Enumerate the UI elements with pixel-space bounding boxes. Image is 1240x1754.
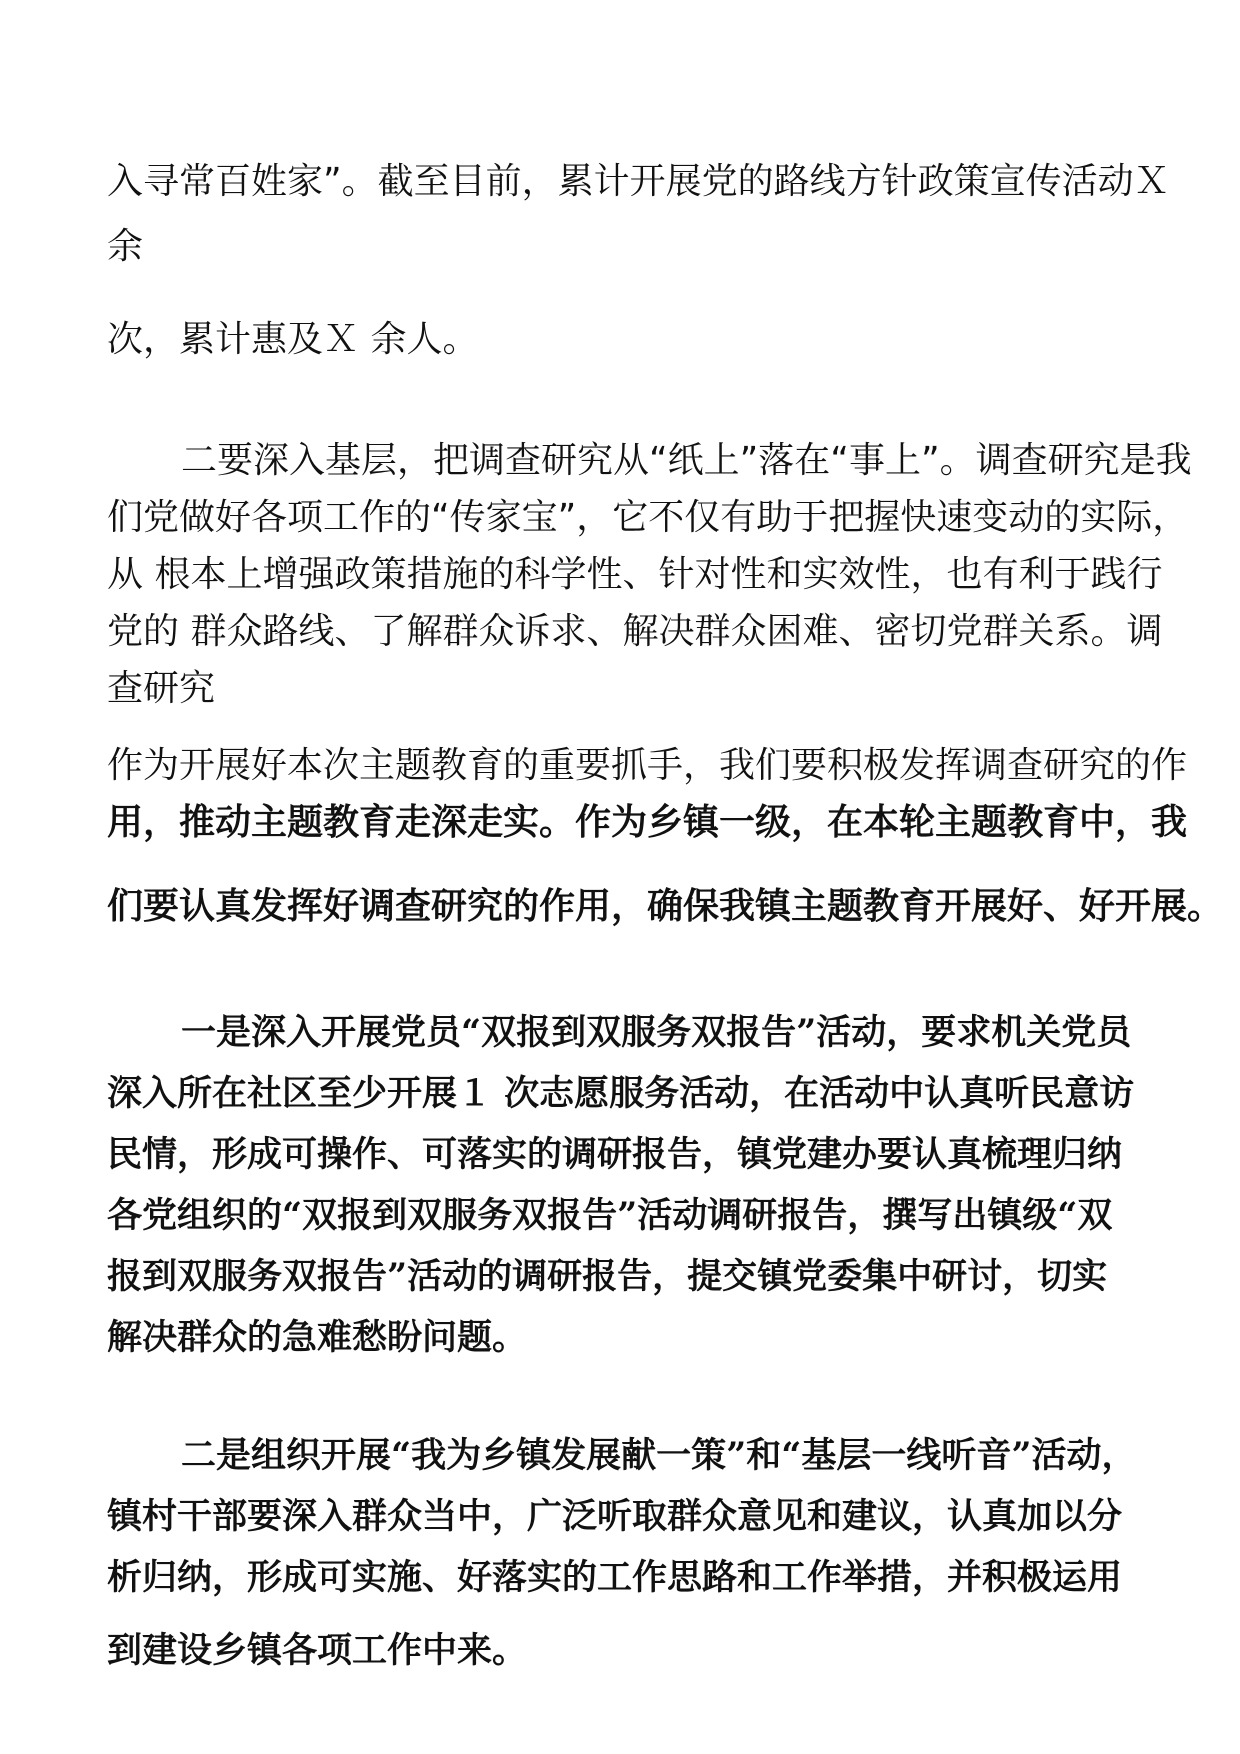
paragraph-line: 作为开展好本次主题教育的重要抓手，我们要积极发挥调查研究的作 [107, 745, 1188, 786]
paragraph-line: 报到双服务双报告”活动的调研报告，提交镇党委集中研讨，切实 [107, 1256, 1108, 1297]
paragraph-line: 次，累计惠及Ｘ 余人。 [107, 319, 479, 360]
paragraph-line: 析归纳，形成可实施、好落实的工作思路和工作举措，并积极运用 [107, 1557, 1123, 1598]
paragraph-line: 们要认真发挥好调查研究的作用，确保我镇主题教育开展好、好开展。 [107, 886, 1224, 927]
paragraph-line: 一是深入开展党员“双报到双服务双报告”活动，要求机关党员 [181, 1012, 1132, 1053]
paragraph-line: 用，推动主题教育走深走实。作为乡镇一级，在本轮主题教育中，我 [107, 802, 1188, 843]
paragraph-line: 民情，形成可操作、可落实的调研报告，镇党建办要认真梳理归纳 [107, 1134, 1123, 1175]
paragraph-line: 镇村干部要深入群众当中，广泛听取群众意见和建议，认真加以分 [107, 1496, 1123, 1537]
paragraph-line: 二是组织开展“我为乡镇发展献一策”和“基层一线听音”活动， [181, 1435, 1137, 1476]
paragraph-line: 到建设乡镇各项工作中来。 [107, 1630, 528, 1671]
paragraph-line: 解决群众的急难愁盼问题。 [107, 1317, 528, 1358]
paragraph-line: 深入所在社区至少开展１ 次志愿服务活动，在活动中认真听民意访 [107, 1073, 1135, 1114]
paragraph-line: 们党做好各项工作的“传家宝”，它不仅有助于把握快速变动的实际， [107, 497, 1189, 538]
paragraph-line: 入寻常百姓家”。截至目前，累计开展党的路线方针政策宣传活动Ｘ [107, 161, 1170, 202]
paragraph-line: 二要深入基层，把调查研究从“纸上”落在“事上”。调查研究是我 [181, 440, 1192, 481]
paragraph-line: 党的 群众路线、了解群众诉求、解决群众困难、密切党群关系。调 [107, 611, 1163, 652]
paragraph-line: 查研究 [107, 668, 216, 709]
paragraph-line: 余 [107, 226, 144, 267]
paragraph-line: 从 根本上增强政策措施的科学性、针对性和实效性，也有利于践行 [107, 554, 1163, 595]
paragraph-line: 各党组织的“双报到双服务双报告”活动调研报告，撰写出镇级“双 [107, 1195, 1113, 1236]
